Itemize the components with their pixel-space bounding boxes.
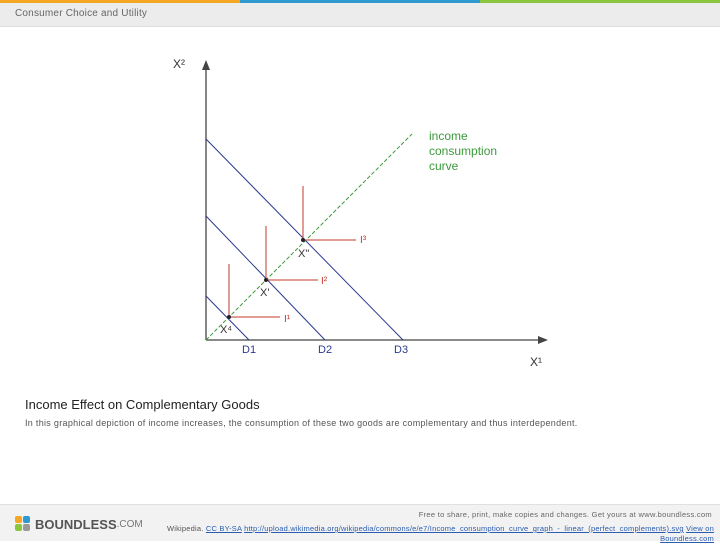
y-axis-arrow — [202, 60, 210, 70]
axes — [206, 66, 540, 340]
boundless-logo-suffix: .COM — [116, 518, 143, 530]
footer — [0, 504, 720, 541]
point-label-x-prime: X' — [260, 287, 270, 299]
icc-label-line1: income — [429, 129, 468, 143]
icc-label-line2: consumption — [429, 144, 498, 158]
attribution — [152, 524, 714, 544]
indifference-label-1: I¹ — [284, 314, 291, 325]
header-bar — [0, 3, 720, 27]
boundless-logo-icon — [15, 516, 31, 532]
license-link[interactable]: CC BY-SA — [205, 524, 242, 533]
y-axis-label: X² — [173, 57, 185, 71]
caption-text: In this graphical depiction of income increases, the consumption of these two goods are complementary and thus interdependent. — [25, 418, 578, 428]
point-label-x-double-prime: X" — [298, 248, 310, 260]
budget-label-d3: D3 — [394, 344, 409, 356]
caption-title: Income Effect on Complementary Goods — [25, 397, 260, 412]
x-axis-arrow — [538, 336, 548, 344]
point-x-prime — [264, 278, 268, 282]
source-name: Wikipedia. — [166, 524, 204, 533]
indifference-label-2: I² — [321, 276, 328, 287]
x-axis-label: X¹ — [530, 355, 542, 369]
icc-label-line3: curve — [429, 159, 459, 173]
point-x4 — [227, 315, 231, 319]
icc-label — [429, 129, 500, 173]
boundless-logo-text: BOUNDLESS — [35, 516, 117, 532]
budget-label-d1: D1 — [242, 344, 257, 356]
budget-label-d2: D2 — [318, 344, 333, 356]
point-label-x4: X⁴ — [220, 324, 233, 336]
income-consumption-diagram — [0, 26, 720, 386]
indifference-curves — [229, 186, 356, 317]
source-url-link[interactable]: http://upload.wikimedia.org/wikipedia/commons/e/e7/Income_consumption_curve_graph_-_linear_(perfect_complements).svg — [244, 524, 684, 533]
boundless-logo[interactable] — [15, 516, 143, 532]
indifference-curve-3 — [303, 186, 356, 240]
point-x-double-prime — [301, 238, 305, 242]
indifference-label-3: I³ — [360, 235, 367, 246]
view-on-boundless-link[interactable]: View on Boundless.com — [660, 524, 714, 543]
page-title: Consumer Choice and Utility — [15, 8, 148, 19]
income-consumption-curve — [206, 134, 412, 340]
share-notice: Free to share, print, make copies and changes. Get yours at www.boundless.com — [418, 510, 712, 519]
